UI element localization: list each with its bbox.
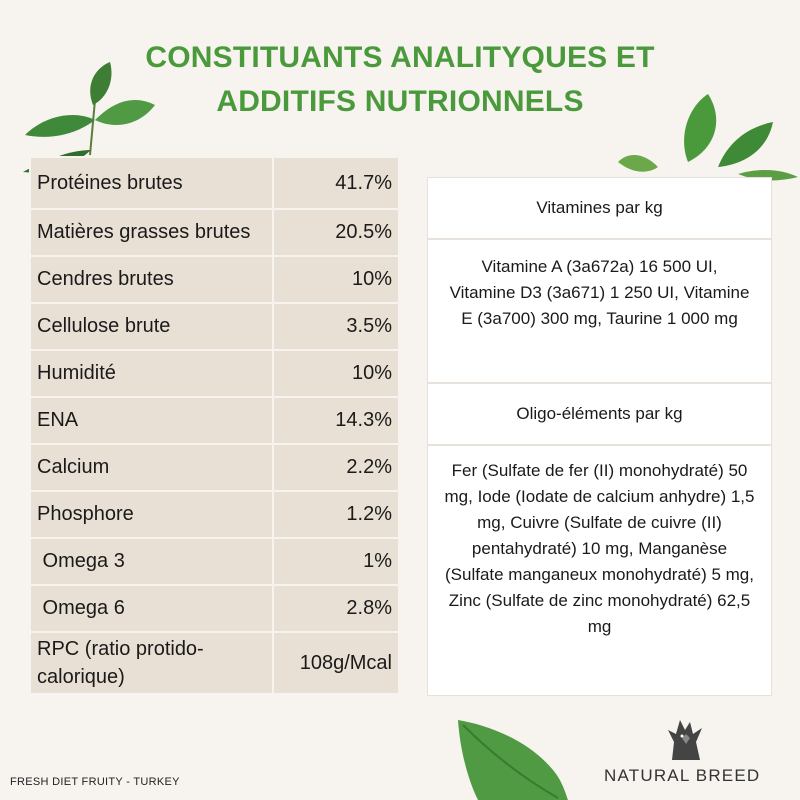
page-title [0,36,800,124]
constituent-value: 108g/Mcal [273,632,399,694]
constituent-value: 20.5% [273,209,399,256]
leaf-bottom-center-icon [458,720,568,800]
table-row [30,444,399,491]
table-row [30,397,399,444]
constituent-value: 2.8% [273,585,399,632]
constituent-label: Matières grasses brutes [30,209,273,256]
constituent-label: Omega 6 [30,585,273,632]
constituent-label: RPC (ratio protido-calorique) [30,632,273,694]
table-row [30,157,399,209]
vitamins-header: Vitamines par kg [428,178,771,240]
title-line-1: CONSTITUANTS ANALITYQUES ET [145,41,655,74]
constituent-label: Calcium [30,444,273,491]
constituent-label: ENA [30,397,273,444]
constituent-label: Cellulose brute [30,303,273,350]
constituent-value: 41.7% [273,157,399,209]
constituent-value: 14.3% [273,397,399,444]
table-row [30,585,399,632]
product-name: FRESH DIET FRUITY - TURKEY [10,776,180,788]
table-row [30,209,399,256]
constituent-label: Humidité [30,350,273,397]
brand-name: NATURAL BREED [604,766,761,785]
additives-panel [427,177,772,696]
constituent-value: 1% [273,538,399,585]
constituent-value: 10% [273,256,399,303]
table-row [30,303,399,350]
trace-elements-header: Oligo-éléments par kg [428,384,771,446]
table-row [30,491,399,538]
table-row [30,256,399,303]
vitamins-body: Vitamine A (3a672a) 16 500 UI, Vitamine D3 (3a671) 1 250 UI, Vitamine E (3a700) 300 mg, Taurine 1 000 mg [428,240,771,384]
constituent-value: 10% [273,350,399,397]
constituent-label: Protéines brutes [30,157,273,209]
constituent-value: 2.2% [273,444,399,491]
table-row [30,538,399,585]
constituent-value: 3.5% [273,303,399,350]
table-row [30,632,399,694]
table-row [30,350,399,397]
title-line-2: ADDITIFS NUTRIONNELS [216,85,584,118]
constituent-label: Phosphore [30,491,273,538]
constituent-value: 1.2% [273,491,399,538]
constituent-label: Omega 3 [30,538,273,585]
constituents-table [29,156,400,695]
constituent-label: Cendres brutes [30,256,273,303]
trace-elements-body: Fer (Sulfate de fer (II) monohydraté) 50 mg, Iode (Iodate de calcium anhydre) 1,5 mg, Cuivre (Sulfate de cuivre (II) pentahydraté) 10 mg, Manganèse (Sulfate manganeux monohydraté) 5 mg, Zinc (Sulfate de zinc monohydraté) 62,5 mg [444,461,755,636]
wolf-logo-icon [660,712,710,762]
